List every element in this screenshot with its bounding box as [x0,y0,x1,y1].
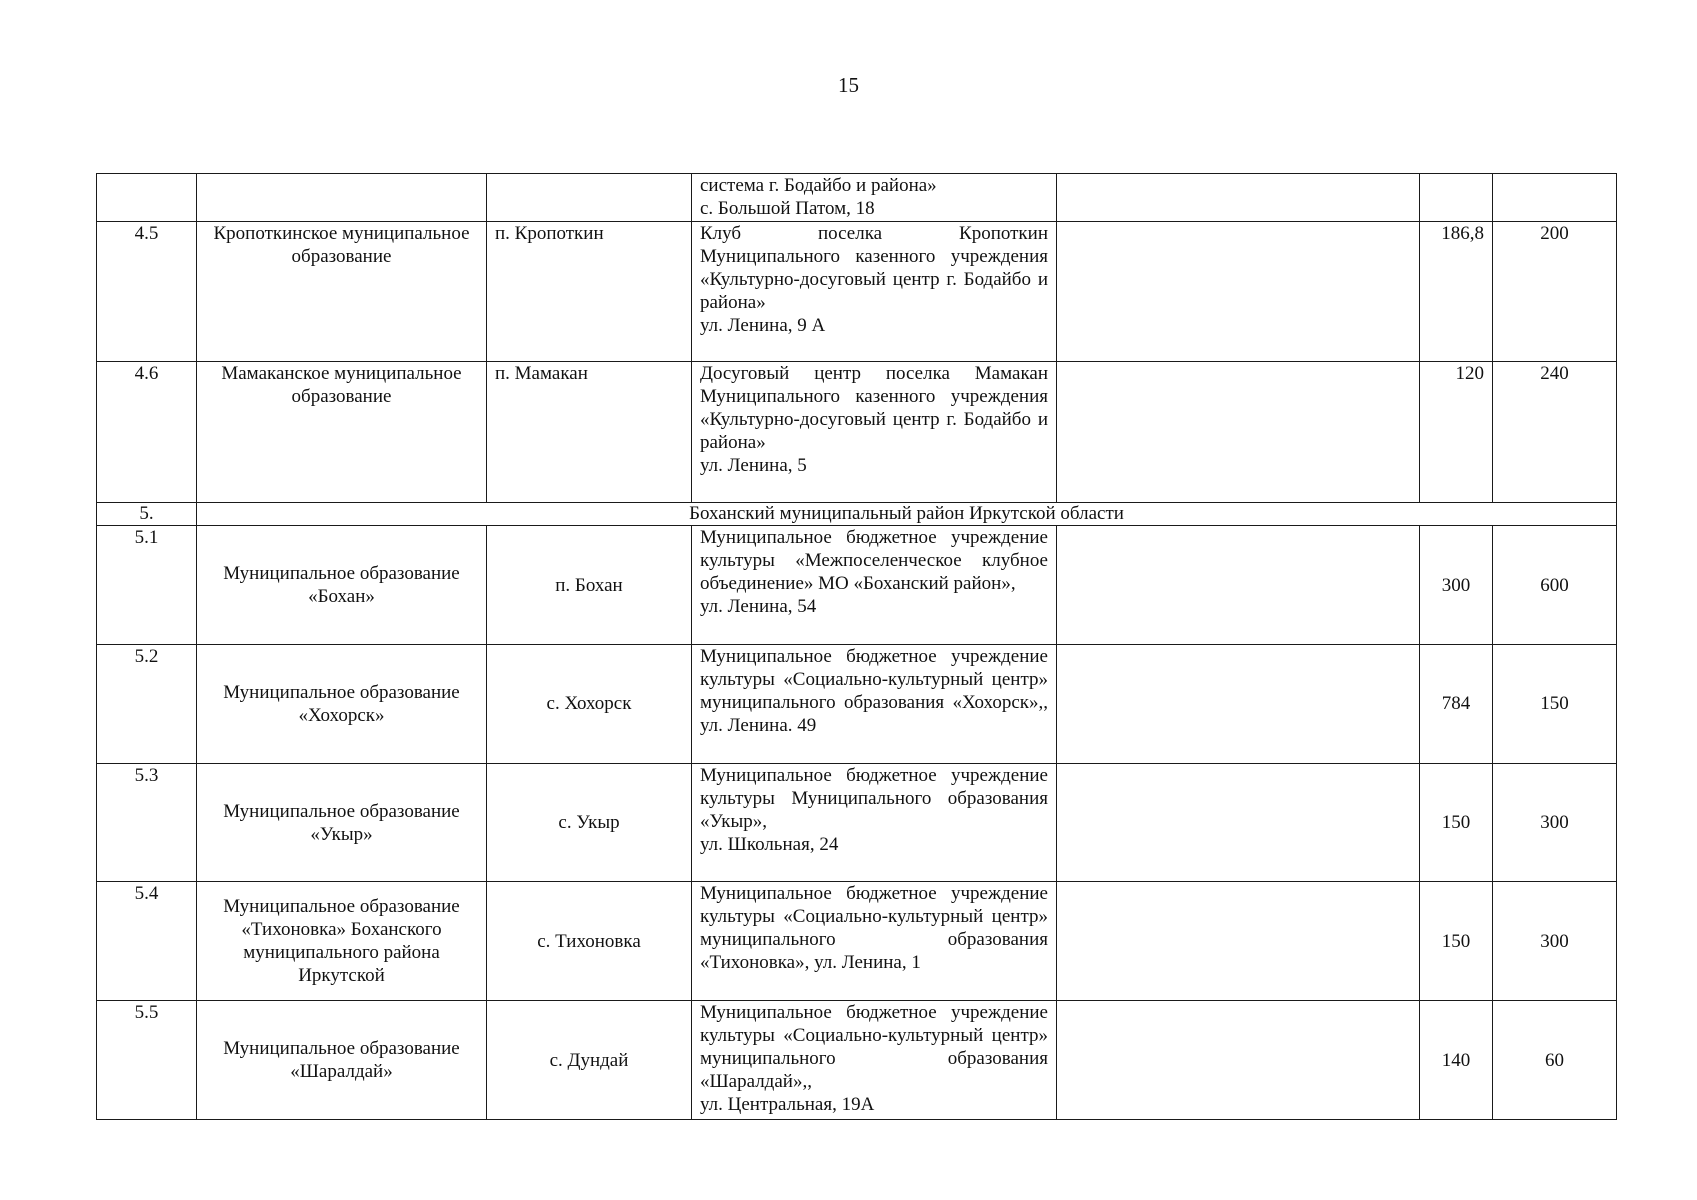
institution-address: ул. Школьная, 24 [700,833,839,855]
section-title: Боханский муниципальный район Иркутской области [197,503,1617,526]
empty-cell [1057,174,1420,222]
locality-cell: п. Мамакан [487,362,692,503]
row-number: 5.3 [97,763,197,882]
value-cell-2 [1493,174,1617,222]
institution-text: Муниципальное бюджетное учреждение культуры Муниципального образования «Укыр», [700,764,1048,832]
table-row [97,644,1617,763]
institution-cell [692,362,1057,503]
empty-cell [1057,644,1420,763]
empty-cell [1057,882,1420,1001]
value-cell-1: 140 [1420,1001,1493,1120]
institution-text: Муниципальное бюджетное учреждение культуры «Межпоселенческое клубное объединение» МО «Боханский район», [700,527,1048,595]
value-cell-1: 784 [1420,644,1493,763]
institution-address: с. Большой Патом, 18 [700,198,875,219]
empty-cell [1057,1001,1420,1120]
institution-address: ул. Ленина, 9 А [700,315,826,337]
row-number: 5.1 [97,526,197,645]
locality-cell: с. Дундай [487,1001,692,1120]
row-number: 4.5 [97,222,197,362]
locality-cell: с. Хохорск [487,644,692,763]
table-row [97,763,1617,882]
institution-cell [692,644,1057,763]
empty-cell [1057,763,1420,882]
institution-text: система г. Бодайбо и района» [700,175,937,196]
value-cell-1 [1420,174,1493,222]
institution-text: Муниципальное бюджетное учреждение культуры «Социально-культурный центр» муниципального образования «Тихоновка», ул. Ленина, 1 [700,883,1048,974]
table-row [97,882,1617,1001]
row-number: 5.2 [97,644,197,763]
empty-cell [1057,222,1420,362]
row-number [97,174,197,222]
institution-text: Досуговый центр поселка Мамакан Муниципального казенного учреждения «Культурно-досуговый центр г. Бодайбо и района» [700,363,1048,454]
locality-cell: с. Тихоновка [487,882,692,1001]
value-cell-2: 60 [1493,1001,1617,1120]
locality-cell [487,174,692,222]
value-cell-2: 300 [1493,882,1617,1001]
value-cell-2: 600 [1493,526,1617,645]
municipality-cell: Кропоткинское муниципальное образование [197,222,487,362]
municipality-cell: Муниципальное образование «Тихоновка» Боханского муниципального района Иркутской [197,882,487,1001]
institution-text: Клуб поселка Кропоткин Муниципального казенного учреждения «Культурно-досуговый центр г. Бодайбо и района» [700,223,1048,314]
institution-address: ул. Ленина, 5 [700,455,807,477]
value-cell-2: 200 [1493,222,1617,362]
locality-cell: п. Бохан [487,526,692,645]
municipality-cell: Муниципальное образование «Укыр» [197,763,487,882]
municipality-cell: Муниципальное образование «Хохорск» [197,644,487,763]
municipality-cell [197,174,487,222]
locality-cell: с. Укыр [487,763,692,882]
value-cell-2: 300 [1493,763,1617,882]
value-cell-2: 150 [1493,644,1617,763]
section-row [97,503,1617,526]
institution-cell [692,526,1057,645]
value-cell-1: 186,8 [1420,222,1493,362]
institution-cell [692,763,1057,882]
locality-cell: п. Кропоткин [487,222,692,362]
table-row [97,1001,1617,1120]
institution-cell [692,1001,1057,1120]
value-cell-1: 150 [1420,763,1493,882]
empty-cell [1057,362,1420,503]
section-number: 5. [97,503,197,526]
empty-cell [1057,526,1420,645]
value-cell-1: 150 [1420,882,1493,1001]
table-row [97,362,1617,503]
row-number: 5.4 [97,882,197,1001]
value-cell-1: 300 [1420,526,1493,645]
municipality-cell: Муниципальное образование «Шаралдай» [197,1001,487,1120]
municipality-cell: Мамаканское муниципальное образование [197,362,487,503]
institution-text: Муниципальное бюджетное учреждение культуры «Социально-культурный центр» муниципального образования «Хохорск»,, ул. Ленина. 49 [700,645,1048,736]
institution-cell [692,882,1057,1001]
value-cell-2: 240 [1493,362,1617,503]
table-row [97,174,1617,222]
table-row [97,222,1617,362]
page-number: 15 [838,73,859,97]
institution-text: Муниципальное бюджетное учреждение культуры «Социально-культурный центр» муниципального образования «Шаралдай»,, [700,1002,1048,1093]
row-number: 4.6 [97,362,197,503]
value-cell-1: 120 [1420,362,1493,503]
institution-address: ул. Ленина, 54 [700,596,817,618]
municipality-cell: Муниципальное образование «Бохан» [197,526,487,645]
table-row [97,526,1617,645]
row-number: 5.5 [97,1001,197,1120]
institution-cell [692,222,1057,362]
institution-address: ул. Центральная, 19А [700,1094,875,1116]
data-table [96,173,1617,1120]
institution-cell [692,174,1057,222]
